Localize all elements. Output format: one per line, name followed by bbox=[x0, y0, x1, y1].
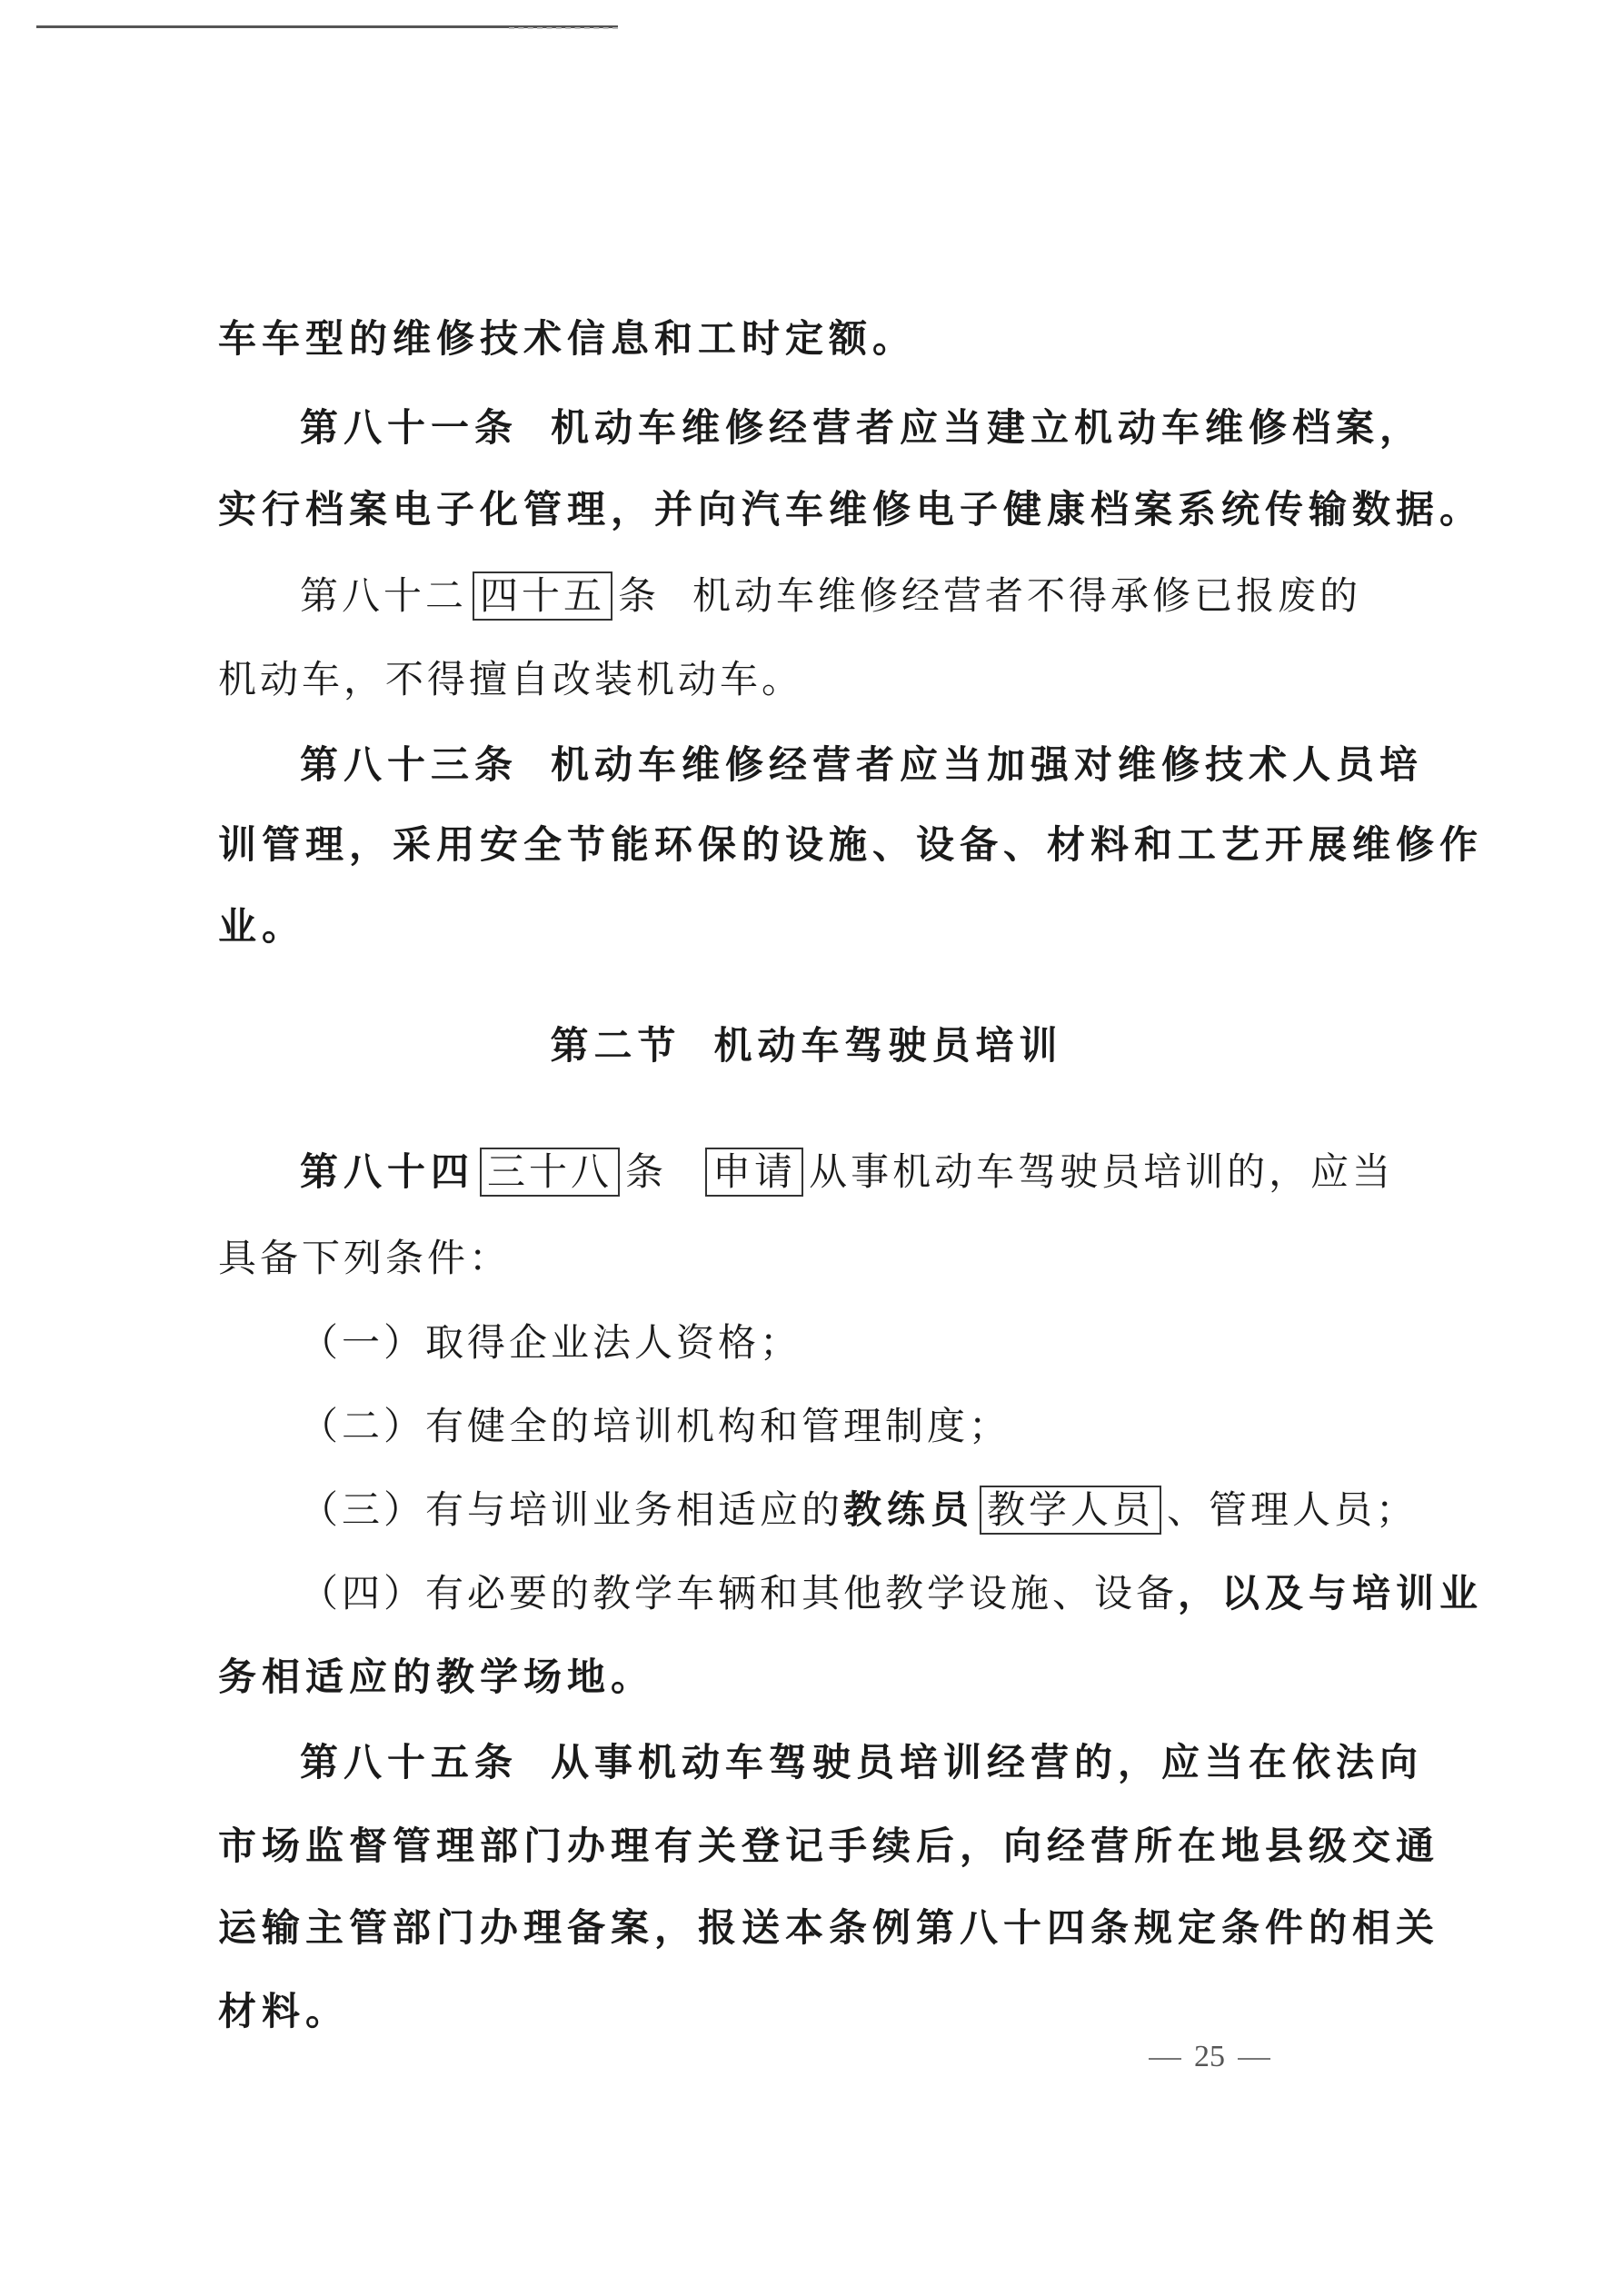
bold-text: 教练员 bbox=[843, 1487, 975, 1532]
article-85-line-3 bbox=[218, 1903, 1440, 1953]
article-81-line-2 bbox=[218, 484, 1484, 535]
text: （三）有与培训业务相适应的 bbox=[300, 1487, 844, 1532]
article-number: 第八十三条 bbox=[300, 742, 519, 787]
list-item bbox=[300, 1485, 1481, 1536]
revision-box: 四十五 bbox=[473, 572, 612, 621]
article-85-line-1 bbox=[300, 1737, 1481, 1788]
text: 机动车维修经营者不得承修已报废的 bbox=[692, 573, 1362, 618]
article-83-line-2 bbox=[218, 820, 1484, 870]
text: 从事机动车驾驶员培训的，应当 bbox=[809, 1149, 1395, 1194]
revision-box: 三十八 bbox=[480, 1148, 620, 1197]
section-title: 机动车驾驶员培训 bbox=[713, 1023, 1063, 1068]
article-82-line-1 bbox=[300, 571, 1481, 621]
text: 训管理，采用安全节能环保的设施、设备、材料和工艺开展维修作 bbox=[218, 822, 1484, 867]
page-number bbox=[1136, 2040, 1318, 2074]
article-81-line-1 bbox=[300, 403, 1481, 453]
text: 机动车维修经营者应当建立机动车维修档案， bbox=[551, 405, 1424, 450]
article-number: 第八十一条 bbox=[300, 405, 519, 450]
text: 运输主管部门办理备案，报送本条例第八十四条规定条件的相关 bbox=[218, 1905, 1440, 1950]
text: 实行档案电子化管理，并向汽车维修电子健康档案系统传输数据。 bbox=[218, 487, 1484, 532]
text: （二）有健全的培训机构和管理制度； bbox=[300, 1404, 1011, 1448]
text: （一）取得企业法人资格； bbox=[300, 1320, 802, 1365]
revision-box: 教学人员 bbox=[980, 1486, 1161, 1535]
text: 机动车，不得擅自改装机动车。 bbox=[218, 657, 804, 701]
text: 、管理人员； bbox=[1167, 1487, 1419, 1532]
article-number-suffix: 条 bbox=[618, 573, 661, 618]
bold-text: ，以及与培训业 bbox=[1178, 1571, 1484, 1615]
text: 务相适应的教学场地。 bbox=[218, 1655, 655, 1699]
article-84-line-1 bbox=[300, 1147, 1481, 1198]
section-number: 第二节 bbox=[550, 1023, 682, 1068]
article-number-prefix: 第八十四 bbox=[300, 1149, 475, 1194]
text: 业。 bbox=[218, 904, 306, 949]
text: 机动车维修经营者应当加强对维修技术人员培 bbox=[551, 742, 1424, 787]
page-number-dash bbox=[1149, 2058, 1181, 2060]
section-heading bbox=[0, 1020, 1613, 1071]
paragraph-line bbox=[218, 313, 1399, 364]
article-85-line-2 bbox=[218, 1821, 1440, 1872]
scan-edge-rule-fade bbox=[509, 27, 618, 29]
list-item-continuation bbox=[218, 1652, 1399, 1703]
text: 车车型的维修技术信息和工时定额。 bbox=[218, 316, 917, 361]
article-number-prefix: 第八十二 bbox=[300, 573, 468, 618]
article-85-line-4 bbox=[218, 1986, 1399, 2037]
list-item bbox=[300, 1568, 1484, 1619]
text: 从事机动车驾驶员培训经营的，应当在依法向 bbox=[551, 1740, 1424, 1784]
revision-box: 申请 bbox=[705, 1148, 803, 1197]
article-83-line-3 bbox=[218, 901, 1399, 952]
article-83-line-1 bbox=[300, 740, 1481, 790]
article-number-suffix: 条 bbox=[625, 1149, 668, 1194]
text: 市场监督管理部门办理有关登记手续后，向经营所在地县级交通 bbox=[218, 1824, 1440, 1868]
text: （四）有必要的教学车辆和其他教学设施、设备 bbox=[300, 1571, 1179, 1615]
list-item bbox=[300, 1317, 1481, 1368]
article-82-line-2 bbox=[218, 654, 1399, 705]
list-item bbox=[300, 1401, 1481, 1452]
page-number-dash bbox=[1238, 2058, 1270, 2060]
text: 具备下列条件： bbox=[218, 1236, 512, 1280]
page-number-value: 25 bbox=[1194, 2040, 1225, 2073]
text: 材料。 bbox=[218, 1989, 350, 2033]
article-84-line-2 bbox=[218, 1233, 1399, 1284]
article-number: 第八十五条 bbox=[300, 1740, 519, 1784]
